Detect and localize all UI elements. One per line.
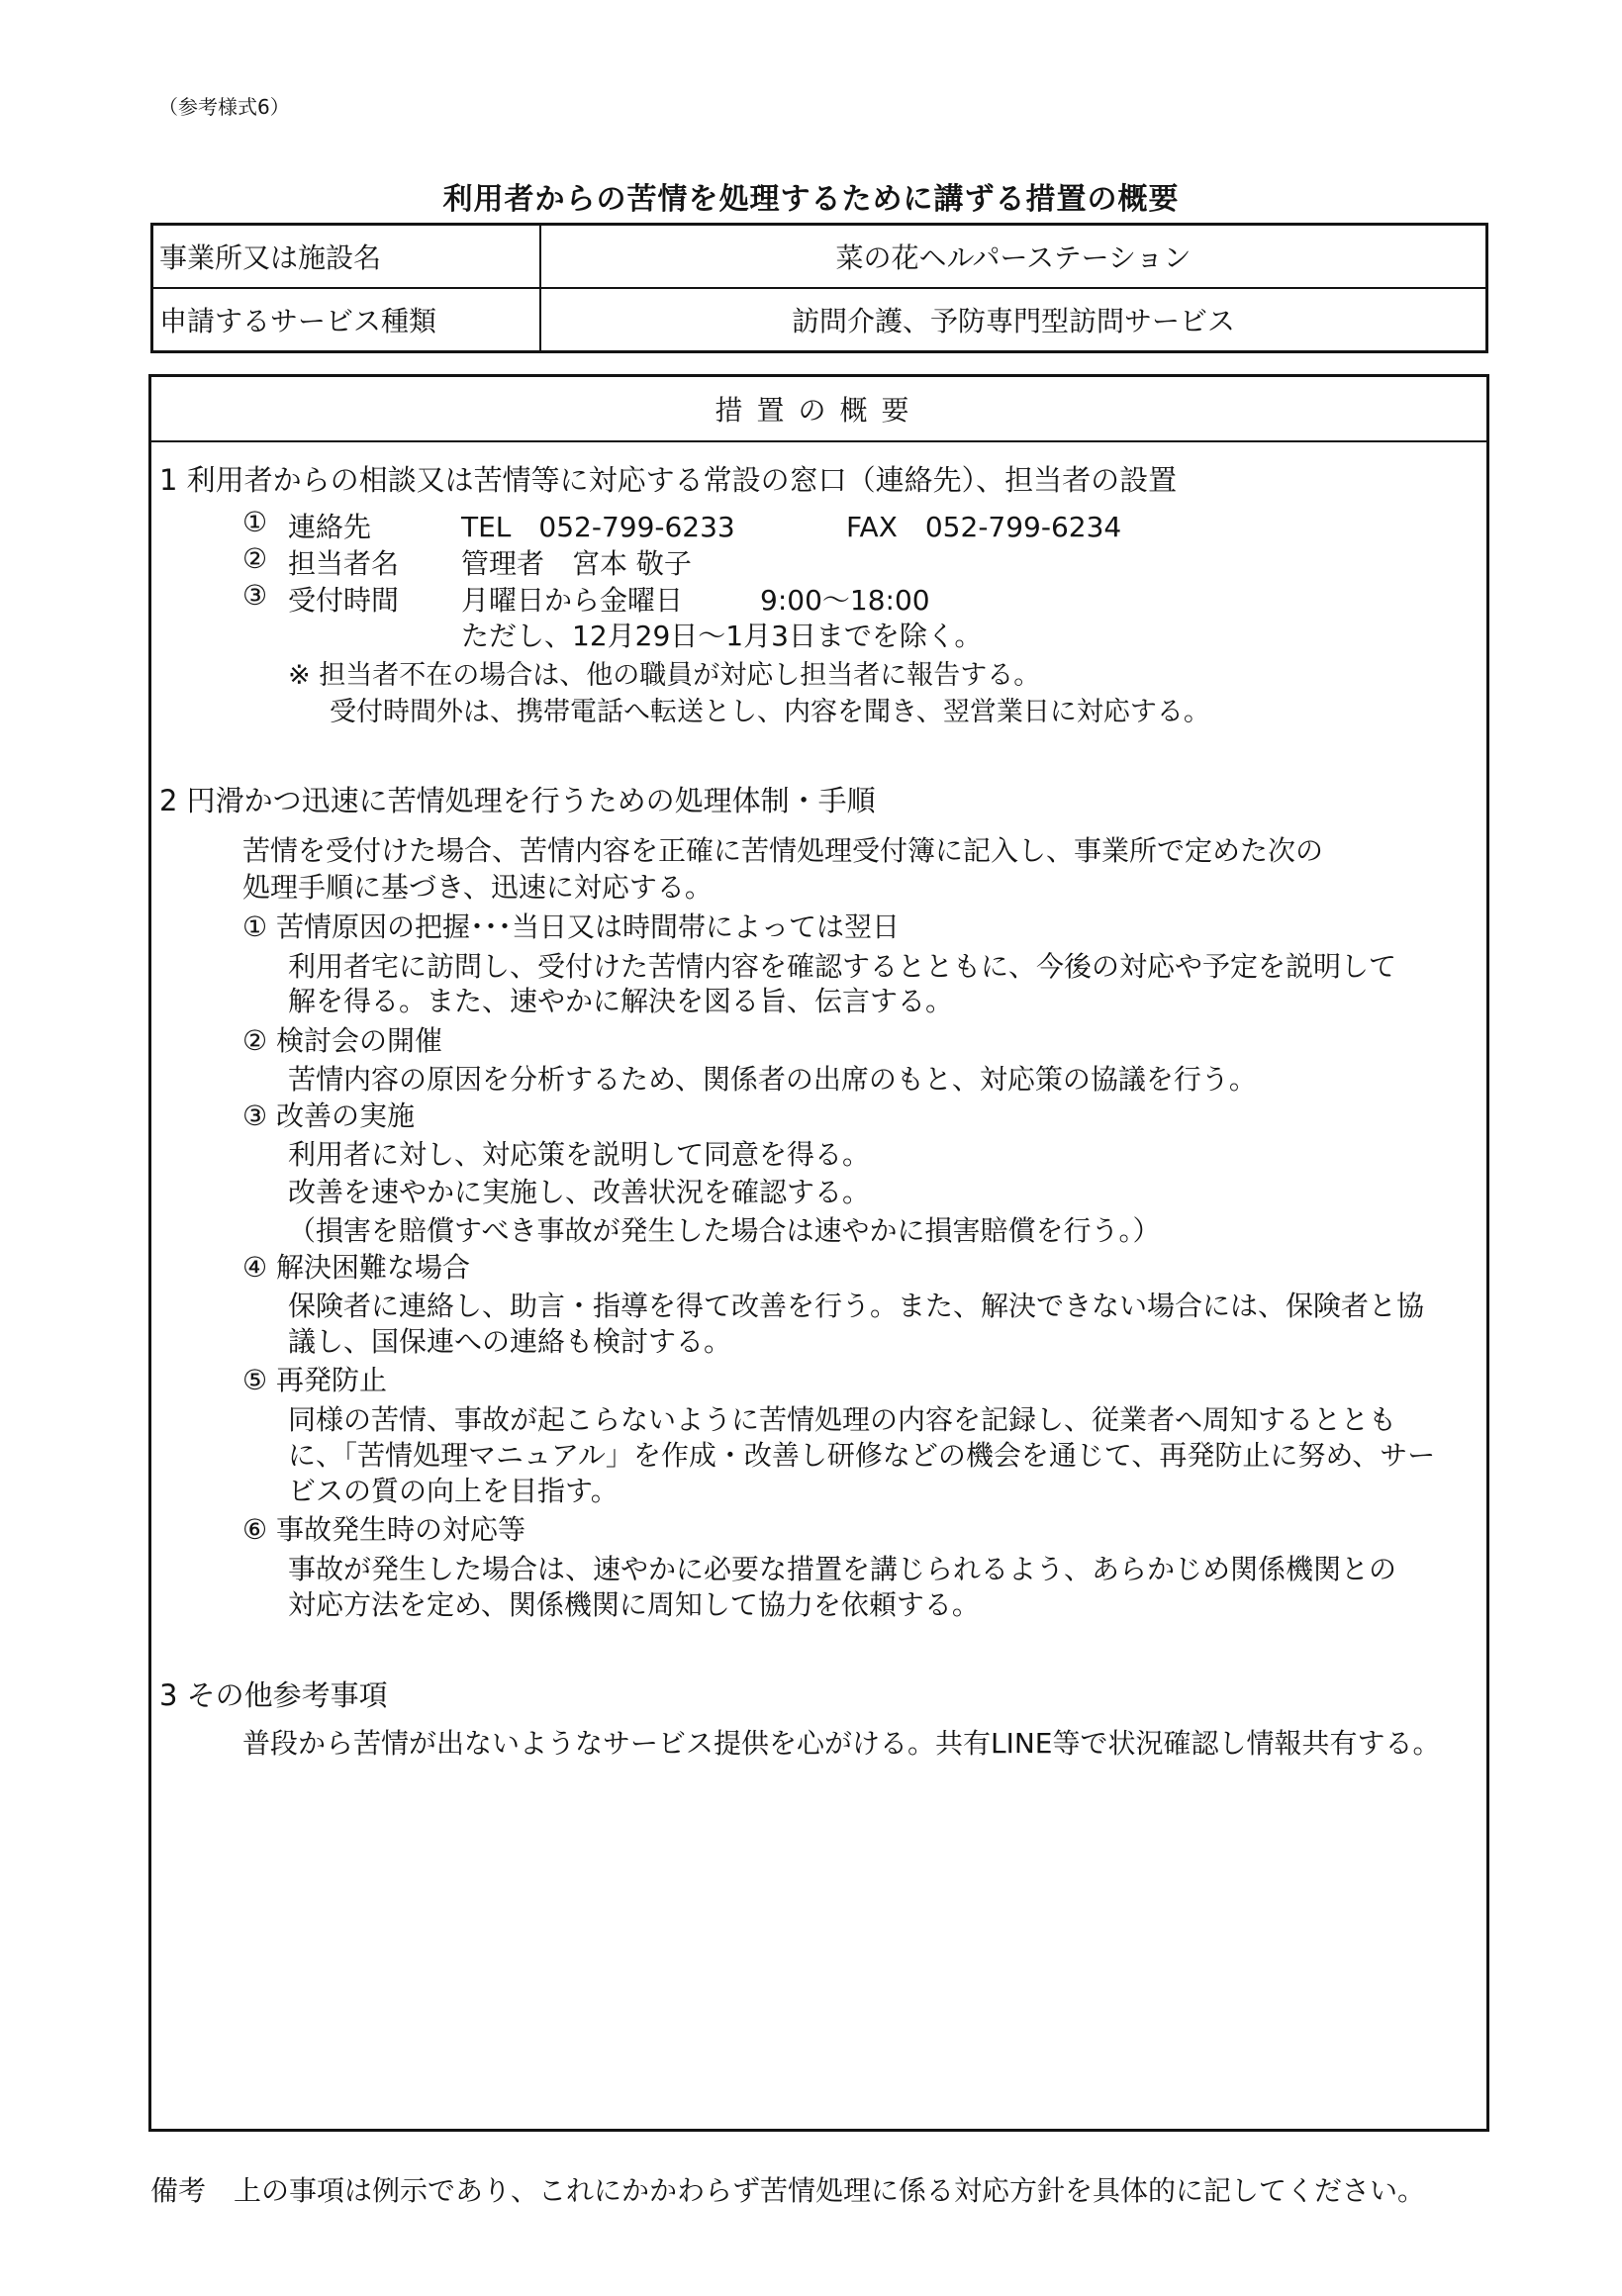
contact-tel: TEL 052-799-6233 <box>461 511 735 543</box>
step-line: 保険者に連絡し、助言・指導を得て改善を行う。また、解決できない場合には、保険者と協 <box>288 1290 1425 1322</box>
absence-note: ※ 担当者不在の場合は、他の職員が対応し担当者に報告する。 <box>288 660 1041 691</box>
step-title: ① 苦情原因の把握･･･当日又は時間帯によっては翌日 <box>242 910 901 943</box>
step-line: （損害を賠償すべき事故が発生した場合は速やかに損害賠償を行う。） <box>288 1214 1161 1247</box>
hours-days: 月曜日から金曜日 <box>461 584 684 617</box>
section2-heading: 2 円滑かつ迅速に苦情処理を行うための処理体制・手順 <box>159 784 876 817</box>
step-line: 同様の苦情、事故が起こらないように苦情処理の内容を記録し、従業者へ周知するととも <box>288 1403 1397 1436</box>
contact-label: 連絡先 <box>288 511 372 543</box>
step-line: に、「苦情処理マニュアル」を作成・改善し研修などの機会を通じて、再発防止に努め、サー <box>288 1439 1436 1472</box>
contact-number: ① <box>242 506 268 538</box>
facility-row <box>152 225 1487 289</box>
hours-time: 9:00～18:00 <box>760 584 930 617</box>
section3-heading: 3 その他参考事項 <box>159 1678 388 1712</box>
section2-intro-line: 処理手順に基づき、迅速に対応する。 <box>242 871 713 904</box>
hours-exception: ただし、12月29日～1月3日までを除く。 <box>461 620 983 652</box>
hours-label: 受付時間 <box>288 584 400 617</box>
service-row <box>152 288 1487 352</box>
step-line: 利用者に対し、対応策を説明して同意を得る。 <box>288 1138 871 1171</box>
facility-value: 菜の花ヘルパーステーション <box>540 225 1487 289</box>
service-value: 訪問介護、予防専門型訪問サービス <box>540 288 1487 352</box>
facility-label: 事業所又は施設名 <box>152 225 541 289</box>
step-line: 苦情内容の原因を分析するため、関係者の出席のもと、対応策の協議を行う。 <box>288 1063 1257 1096</box>
person-number: ② <box>242 542 268 575</box>
service-label: 申請するサービス種類 <box>152 288 541 352</box>
step-title: ⑤ 再発防止 <box>242 1364 388 1396</box>
step-title: ⑥ 事故発生時の対応等 <box>242 1513 526 1546</box>
footer-remark: 備考 上の事項は例示であり、これにかかわらず苦情処理に係る対応方針を具体的に記してください。 <box>150 2174 1426 2207</box>
step-line: 利用者宅に訪問し、受付けた苦情内容を確認するとともに、今後の対応や予定を説明して <box>288 950 1397 983</box>
section3-body: 普段から苦情が出ないようなサービス提供を心がける。共有LINE等で状況確認し情報共有する。 <box>242 1727 1441 1760</box>
step-title: ③ 改善の実施 <box>242 1100 416 1132</box>
contact-fax: FAX 052-799-6234 <box>846 511 1122 543</box>
document-title: 利用者からの苦情を処理するために講ずる措置の概要 <box>442 182 1180 217</box>
step-line: 対応方法を定め、関係機関に周知して協力を依頼する。 <box>288 1588 980 1621</box>
after-hours-note: 受付時間外は、携帯電話へ転送とし、内容を聞き、翌営業日に対応する。 <box>330 697 1210 727</box>
section1-heading: 1 利用者からの相談又は苦情等に対応する常設の窓口（連絡先）、担当者の設置 <box>159 463 1178 497</box>
step-line: ビスの質の向上を目指す。 <box>288 1475 619 1507</box>
person-label: 担当者名 <box>288 547 400 580</box>
step-line: 議し、国保連への連絡も検討する。 <box>288 1325 732 1358</box>
facility-info-table <box>150 223 1488 353</box>
step-title: ② 検討会の開催 <box>242 1024 443 1057</box>
person-value: 管理者 宮本 敬子 <box>461 547 692 580</box>
step-line: 事故が発生した場合は、速やかに必要な措置を講じられるよう、あらかじめ関係機関との <box>288 1553 1397 1585</box>
hours-number: ③ <box>242 579 268 612</box>
form-number: （参考様式6） <box>158 95 290 119</box>
measures-outline-box <box>148 374 1489 2132</box>
step-title: ④ 解決困難な場合 <box>242 1251 471 1284</box>
step-line: 改善を速やかに実施し、改善状況を確認する。 <box>288 1176 871 1208</box>
outline-header: 措置の概要 <box>151 377 1486 442</box>
step-line: 解を得る。また、速やかに解決を図る旨、伝言する。 <box>288 985 954 1017</box>
section2-intro-line: 苦情を受付けた場合、苦情内容を正確に苦情処理受付簿に記入し、事業所で定めた次の <box>242 834 1324 867</box>
